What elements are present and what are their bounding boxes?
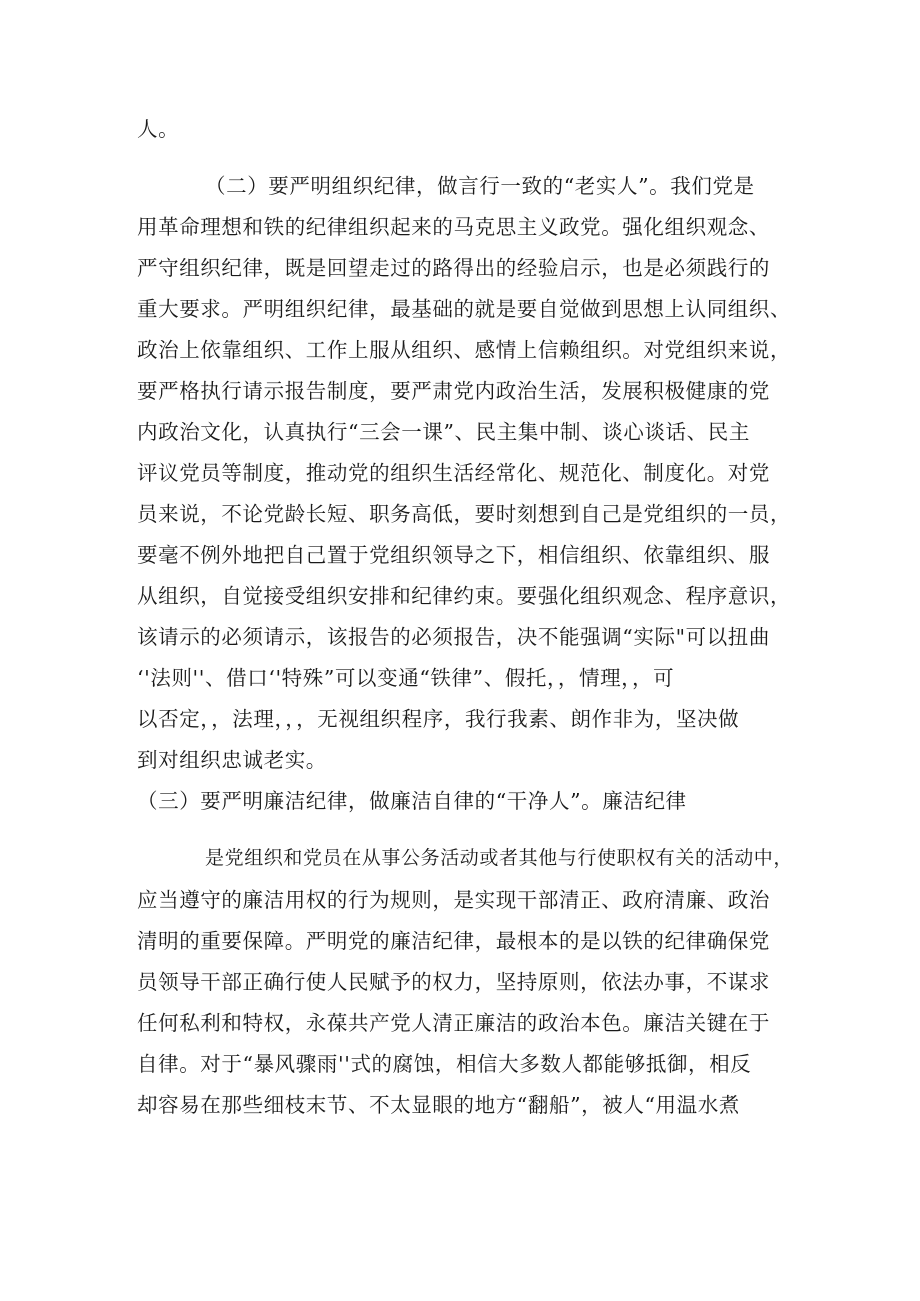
text-line: 清明的重要保障。严明党的廉洁纪律，最根本的是以铁的纪律确保党 [137,929,770,953]
text-line: 严守组织纪律，既是回望走过的路得出的经验启示，也是必须践行的 [137,256,770,280]
text-line: 重大要求。严明组织纪律，最基础的就是要自觉做到思想上认同组织、 [137,297,792,321]
text-line: 人。 [137,117,180,141]
text-line: 从组织，自觉接受组织安排和纪律约束。要强化组织观念、程序意识， [137,584,792,608]
text-line: 却容易在那些细枝末节、不太显眼的地方“翻船”，被人“用温水煮 [137,1093,740,1117]
section-2-heading-line: （二）要严明组织纪律，做言行一致的“老实人”。我们党是 [205,174,755,198]
text-line: 任何私利和特权，永葆共产党人清正廉洁的政治本色。廉洁关键在于 [137,1011,770,1035]
text-line: 要严格执行请示报告制度，要严肃党内政治生活，发展积极健康的党 [137,379,770,403]
text-line: 用革命理想和铁的纪律组织起来的马克思主义政党。强化组织观念、 [137,215,770,239]
text-line: 员来说，不论党龄长短、职务高低，要时刻想到自己是党组织的一员， [137,502,792,526]
text-line: 应当遵守的廉洁用权的行为规则，是实现干部清正、政府清廉、政治 [137,888,770,912]
text-line: 自律。对于“暴风骤雨''式的腐蚀，相信大多数人都能够抵御，相反 [137,1052,752,1076]
text-line: 评议党员等制度，推动党的组织生活经常化、规范化、制度化。对党 [137,461,770,485]
text-line: 员领导干部正确行使人民赋予的权力，坚持原则，依法办事，不谋求 [137,970,770,994]
text-line: ‘'法则''、借口‘'特殊”可以变通“铁律”、假托，，情理，，可 [137,666,675,690]
text-line: 该请示的必须请示，该报告的必须报告，决不能强调“实际"可以扭曲 [137,625,771,649]
text-line: 要毫不例外地把自己置于党组织领导之下，相信组织、依靠组织、服 [137,543,770,567]
text-line: 政治上依靠组织、工作上服从组织、感情上信赖组织。对党组织来说， [137,338,792,362]
text-line: 内政治文化，认真执行“三会一课”、民主集中制、谈心谈话、民主 [137,420,750,444]
text-line: （三）要严明廉洁纪律，做廉洁自律的“干净人”。廉洁纪律 [137,789,687,813]
text-line: 以否定，，法理，，，无视组织程序，我行我素、朗作非为，坚决做 [137,707,740,731]
text-line: 到对组织忠诚老实。 [137,748,327,772]
section-3-heading-line: 是党组织和党员在从事公务活动或者其他与行使职权有关的活动中， [205,847,794,869]
